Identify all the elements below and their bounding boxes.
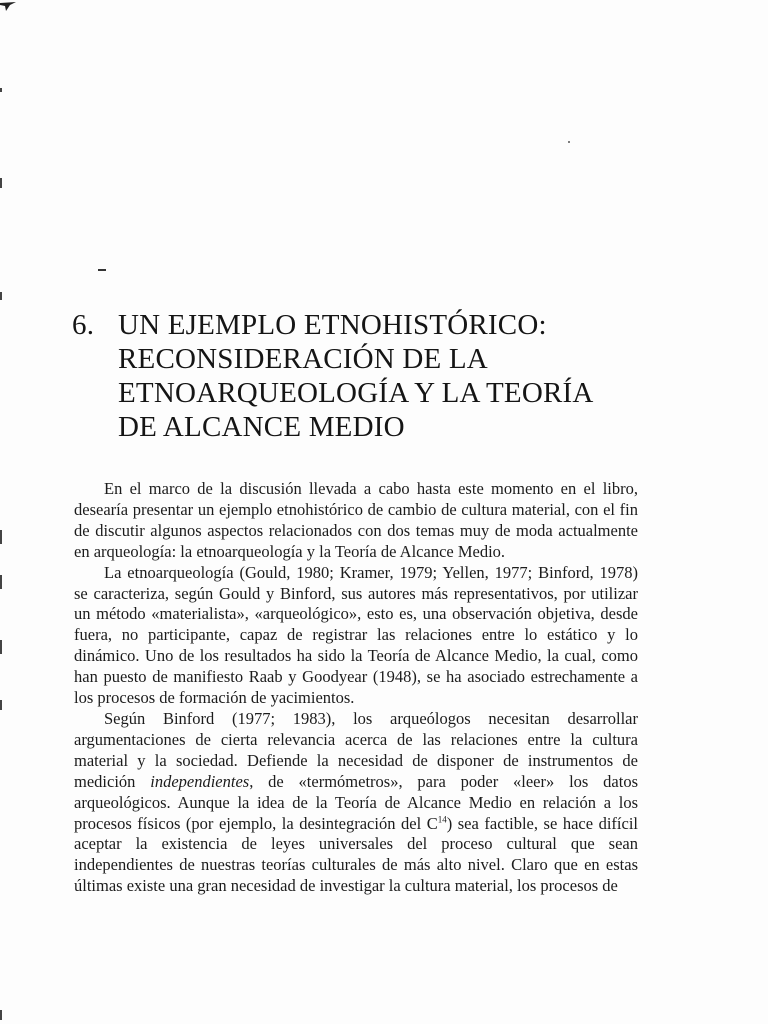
paragraph-binford-text-a: Según Binford (1977; 1983), los arqueólogos necesitan desarrollar argumentaciones de cierta relevancia acerca de las relaciones entre la cultura material y la sociedad. Defiende la necesidad de disponer de instrumentos de medición bbox=[74, 708, 638, 791]
scan-edge-mark bbox=[0, 575, 2, 589]
scan-edge-mark bbox=[0, 1010, 2, 1020]
stray-dash-mark bbox=[98, 269, 106, 271]
paragraph-binford-text-b: , de «termómetros», para poder «leer» los datos arqueológicos. Aunque la idea de la Teoría de Alcance Medio en relación a los procesos físicos (por ejemplo, la desintegración del C bbox=[74, 771, 638, 833]
chapter-number: 6. bbox=[72, 309, 95, 341]
carbon-isotope-superscript: 14 bbox=[437, 814, 447, 824]
scan-edge-mark bbox=[0, 292, 2, 300]
paragraph-binford-italic: independientes bbox=[150, 771, 250, 791]
paragraph-intro: En el marco de la discusión llevada a cabo hasta este momento en el libro, desearía presentar un ejemplo etnohistórico de cambio de cultura material, con el fin de discutir algunos aspectos relacionados con dos temas muy de moda actualmente en arqueología: la etnoarqueología y la Teoría de Alcance Medio. bbox=[74, 479, 638, 561]
paragraph-etnoarqueologia: La etnoarqueología (Gould, 1980; Kramer, 1979; Yellen, 1977; Binford, 1978) se caracteriza, según Gould y Binford, sus autores más representativos, por utilizar un método «materialista», «arqueológico», esto es, una observación objetiva, desde fuera, no participante, capaz de registrar las relaciones entre lo estático y lo dinámico. Uno de los resultados ha sido la Teoría de Alcance Medio, la cual, como han puesto de manifiesto Raab y Goodyear (1948), se ha asociado estrechamente a los procesos de formación de yacimientos. bbox=[74, 562, 638, 708]
scan-edge-mark bbox=[0, 88, 2, 92]
body-text bbox=[74, 479, 638, 897]
scan-edge-mark bbox=[0, 640, 2, 654]
scan-edge-mark bbox=[0, 530, 2, 544]
scan-corner-mark-icon bbox=[0, 0, 18, 12]
paragraph-binford bbox=[74, 709, 638, 897]
chapter-title: UN EJEMPLO ETNOHISTÓRICO: RECONSIDERACIÓN DE LA ETNOARQUEOLOGÍA Y LA TEORÍA DE ALCANCE MEDIO bbox=[118, 309, 594, 443]
scan-edge-mark bbox=[0, 178, 2, 188]
paragraph-binford-text-c: ) sea factible, se hace difícil aceptar la existencia de leyes universales del proceso cultural que sean independientes de nuestras teorías culturales de más alto nivel. Claro que en estas últimas existe una gran necesidad de investigar la cultura material, los procesos de bbox=[74, 813, 638, 896]
scan-dust-speck bbox=[568, 141, 570, 143]
scan-edge-mark bbox=[0, 700, 2, 710]
